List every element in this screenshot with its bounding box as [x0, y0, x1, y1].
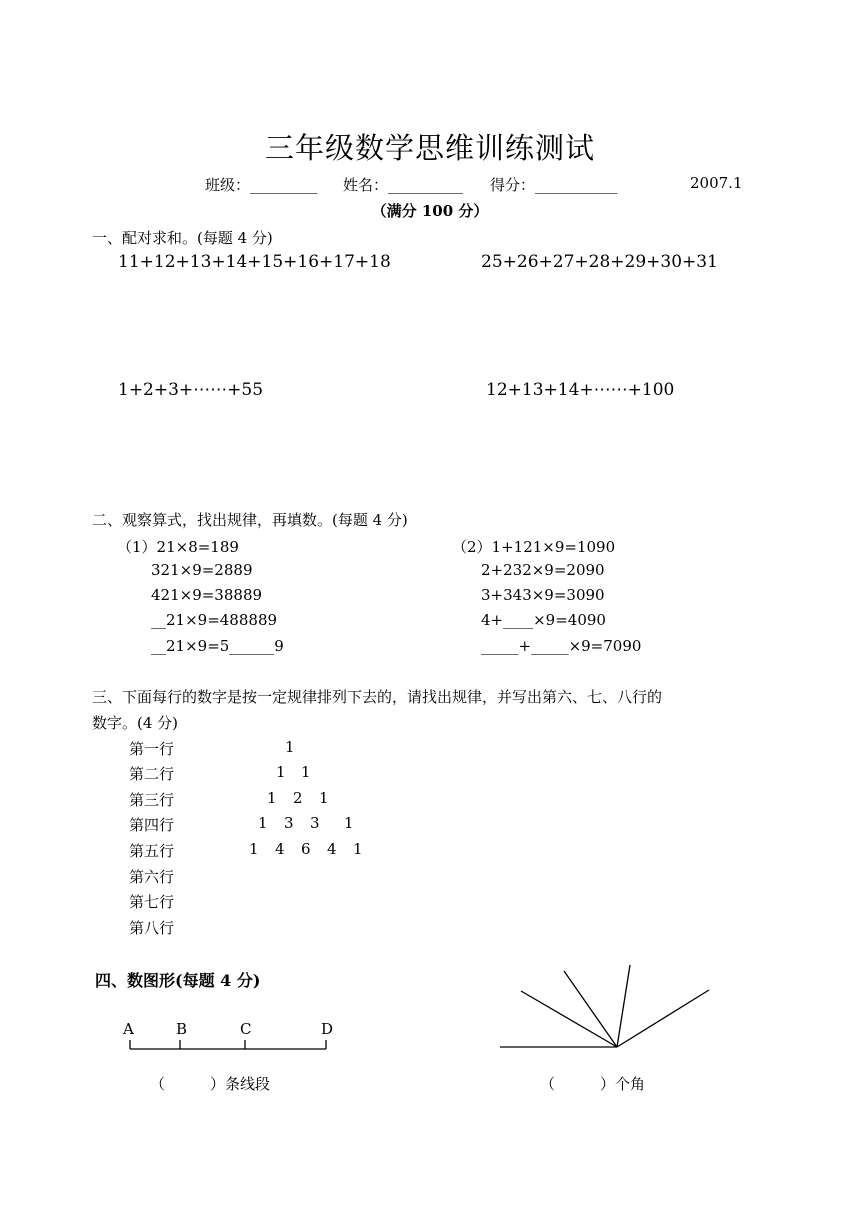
triangle-number: 1	[276, 763, 286, 781]
pattern-left-line: 321×9=2889	[151, 561, 253, 579]
score-field-label: 得分：___________	[490, 176, 618, 194]
triangle-number: 1	[267, 789, 277, 807]
class-field-label: 班级：_________	[205, 176, 318, 194]
point-label-c: C	[240, 1020, 252, 1038]
row-label: 第四行	[129, 816, 175, 834]
triangle-number: 3	[310, 814, 320, 832]
triangle-number: 1	[353, 840, 363, 858]
test-date: 2007.1	[690, 174, 743, 192]
pattern-right-line: 2+232×9=2090	[481, 561, 605, 579]
row-label: 第五行	[129, 842, 175, 860]
triangle-number: 1	[285, 738, 295, 756]
section1-question-4: 12+13+14+⋯⋯+100	[486, 380, 675, 400]
point-label-d: D	[321, 1020, 334, 1038]
angle-count-answer: （ ）个角	[540, 1075, 646, 1093]
triangle-number: 1	[319, 789, 329, 807]
row-label: 第七行	[129, 893, 175, 911]
row-label: 第六行	[129, 868, 175, 886]
full-score-note: （满分 100 分）	[371, 202, 489, 220]
ray-2	[521, 991, 617, 1047]
section1-question-3: 1+2+3+⋯⋯+55	[118, 380, 264, 400]
triangle-number: 6	[301, 840, 311, 858]
pattern-right-line: _____+_____×9=7090	[481, 637, 642, 655]
line-segment-figure	[130, 1040, 326, 1049]
section3-heading-line2: 数字。(4 分)	[92, 714, 179, 732]
triangle-number: 1	[344, 814, 354, 832]
angle-figure	[500, 965, 709, 1047]
triangle-number: 3	[284, 814, 294, 832]
section2-heading: 二、观察算式，找出规律，再填数。(每题 4 分)	[92, 511, 408, 529]
row-label: 第三行	[129, 791, 175, 809]
pattern-left-line: （1）21×8=189	[117, 538, 239, 556]
name-field-label: 姓名：__________	[343, 176, 464, 194]
triangle-number: 4	[327, 840, 337, 858]
page-title: 三年级数学思维训练测试	[264, 131, 595, 165]
pattern-right-line: 3+343×9=3090	[481, 586, 605, 604]
row-label: 第一行	[129, 740, 175, 758]
ray-3	[564, 971, 617, 1047]
triangle-number: 1	[301, 763, 311, 781]
pattern-left-line: __21×9=488889	[151, 611, 278, 629]
pattern-right-line: 4+____×9=4090	[481, 611, 606, 629]
triangle-number: 2	[293, 789, 303, 807]
pattern-left-line: 421×9=38889	[151, 586, 263, 604]
triangle-number: 4	[275, 840, 285, 858]
section1-heading: 一、配对求和。(每题 4 分)	[92, 229, 273, 247]
section1-question-2: 25+26+27+28+29+30+31	[481, 252, 718, 272]
pattern-left-line: __21×9=5______9	[151, 637, 284, 655]
row-label: 第二行	[129, 765, 175, 783]
ray-5	[617, 990, 709, 1047]
triangle-number: 1	[249, 840, 259, 858]
row-label: 第八行	[129, 919, 175, 937]
point-label-b: B	[176, 1020, 188, 1038]
point-label-a: A	[123, 1020, 134, 1038]
section3-heading-line1: 三、下面每行的数字是按一定规律排列下去的，请找出规律，并写出第六、七、八行的	[92, 688, 663, 706]
section4-heading: 四、数图形(每题 4 分)	[95, 971, 261, 990]
segment-count-answer: （ ）条线段	[150, 1075, 271, 1093]
ray-4	[617, 965, 630, 1047]
pattern-right-line: （2）1+121×9=1090	[452, 538, 616, 556]
section1-question-1: 11+12+13+14+15+16+17+18	[118, 252, 391, 272]
triangle-number: 1	[258, 814, 268, 832]
